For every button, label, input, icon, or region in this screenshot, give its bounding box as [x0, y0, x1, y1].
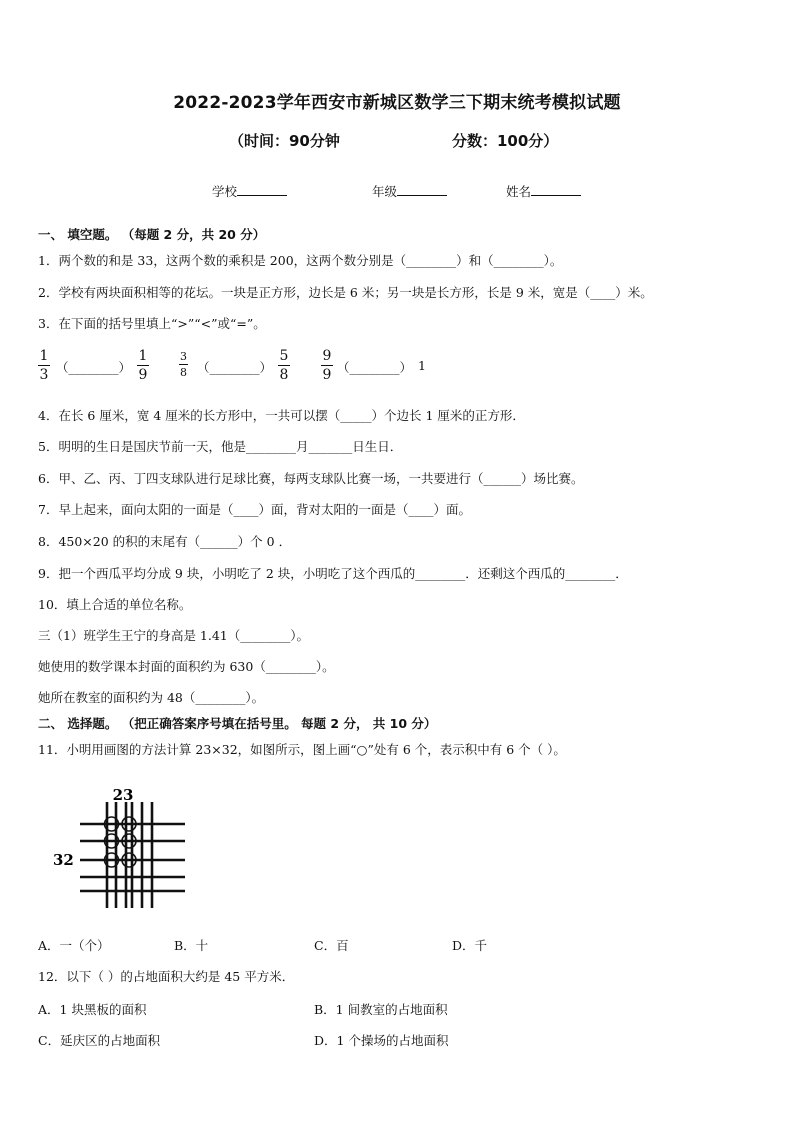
question-12: 12．以下（ ）的占地面积大约是 45 平方米． — [38, 969, 295, 984]
q11-option-a: A．一（个） — [38, 938, 110, 953]
q12-option-d: D．1 个操场的占地面积 — [314, 1033, 449, 1048]
question-8: 8．450×20 的积的末尾有（______）个 0 ． — [38, 534, 292, 549]
exam-score: 分数：100分） — [452, 132, 559, 150]
grade-field — [372, 182, 447, 200]
line-multiplication-figure — [50, 780, 200, 915]
top-label: 23 — [112, 786, 134, 804]
school-field — [212, 182, 287, 200]
q11-option-c: C．百 — [314, 938, 349, 953]
q12-option-a: A．1 块黑板的面积 — [38, 1002, 147, 1017]
fraction-3-8: 3 8 — [180, 350, 187, 379]
name-field — [506, 182, 581, 200]
question-9: 9．把一个西瓜平均分成 9 块，小明吃了 2 块，小明吃了这个西瓜的________．还剩这个西瓜的________． — [38, 566, 628, 581]
compare-number-1: 1 — [418, 358, 426, 373]
school-label: 学校 — [212, 184, 238, 199]
line-grid-svg — [50, 780, 200, 915]
q12-option-c: C．延庆区的占地面积 — [38, 1033, 161, 1048]
left-label: 32 — [53, 851, 74, 869]
compare-blank-1: （________） — [56, 360, 132, 375]
question-1: 1．两个数的和是 33，这两个数的乘积是 200，这两个数分别是（________）和（________）。 — [38, 253, 563, 268]
question-2: 2．学校有两块面积相等的花坛。一块是正方形，边长是 6 米；另一块是长方形，长是 9 米，宽是（____）米。 — [38, 285, 653, 300]
exam-time: （时间：90分钟 — [229, 132, 340, 150]
question-3: 3．在下面的括号里填上“>”“<”或“=”。 — [38, 316, 266, 331]
q11-option-d: D．千 — [452, 938, 488, 953]
fraction-1-9: 1 9 — [138, 348, 148, 383]
compare-blank-3: （________） — [337, 360, 413, 375]
question-11: 11．小明用画图的方法计算 23×32，如图所示，图上画“○”处有 6 个，表示积中有 6 个（ ）。 — [38, 742, 566, 757]
question-5: 5．明明的生日是国庆节前一天，他是________月_______日生日． — [38, 439, 403, 454]
section2-heading: 二、 选择题。 （把正确答案序号填在括号里。 每题 2 分， 共 10 分） — [38, 716, 437, 731]
page-title: 2022-2023学年西安市新城区数学三下期末统考模拟试题 — [173, 93, 621, 113]
section1-heading: 一、 填空题。 （每题 2 分，共 20 分） — [38, 227, 266, 242]
q12-option-b: B．1 间教室的占地面积 — [314, 1002, 448, 1017]
question-10c: 她所在教室的面积约为 48（________）。 — [38, 690, 265, 705]
fraction-5-8: 5 8 — [279, 348, 289, 383]
fraction-9-9: 9 9 — [322, 348, 332, 383]
question-7: 7．早上起来，面向太阳的一面是（____）面，背对太阳的一面是（____）面。 — [38, 502, 471, 517]
grade-label: 年级 — [372, 184, 398, 199]
question-10b: 她使用的数学课本封面的面积约为 630（________）。 — [38, 659, 335, 674]
question-4: 4．在长 6 厘米，宽 4 厘米的长方形中，一共可以摆（_____）个边长 1 厘米的正方形． — [38, 408, 525, 423]
name-label: 姓名 — [506, 184, 532, 199]
question-10: 10．填上合适的单位名称。 — [38, 597, 192, 612]
question-6: 6．甲、乙、丙、丁四支球队进行足球比赛，每两支球队比赛一场，一共要进行（______）场比赛。 — [38, 471, 584, 486]
q11-option-b: B．十 — [174, 938, 209, 953]
fraction-1-3: 1 3 — [39, 348, 49, 383]
question-10a: 三（1）班学生王宁的身高是 1.41（________）。 — [38, 628, 310, 643]
compare-blank-2: （________） — [197, 360, 273, 375]
